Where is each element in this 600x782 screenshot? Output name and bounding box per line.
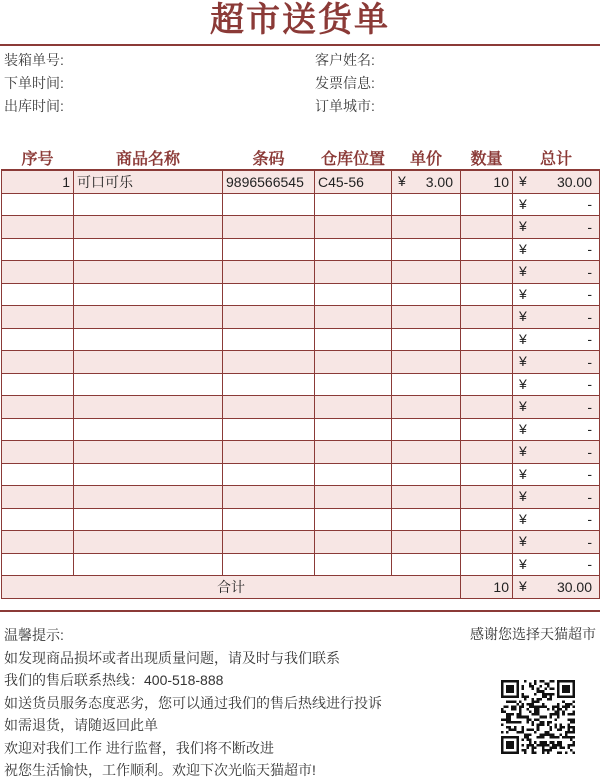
cell-index <box>2 463 74 486</box>
title-divider <box>0 44 600 46</box>
note-line: 祝您生活愉快，工作顺利。欢迎下次光临天猫超市! <box>4 762 316 778</box>
table-row <box>2 193 600 216</box>
cell-barcode <box>223 508 315 531</box>
cell-location <box>315 396 392 419</box>
order-city-label: 订单城市: <box>315 98 375 114</box>
cell-location <box>315 463 392 486</box>
table-header-row <box>2 146 600 170</box>
cell-price <box>392 463 461 486</box>
table-row <box>2 531 600 554</box>
cell-qty <box>461 463 513 486</box>
currency-symbol: ¥ <box>519 285 527 302</box>
cell-name: 可口可乐 <box>74 170 223 193</box>
order-time-label: 下单时间: <box>4 75 64 91</box>
total-value: - <box>587 241 592 258</box>
note-line: 如需退货，请随返回此单 <box>4 717 158 733</box>
cell-barcode <box>223 418 315 441</box>
cell-location <box>315 441 392 464</box>
total-value: 30.00 <box>556 173 592 190</box>
cell-index <box>2 216 74 239</box>
cell-price <box>392 418 461 441</box>
cell-location <box>315 531 392 554</box>
total-value: - <box>587 443 592 460</box>
cell-name <box>74 216 223 239</box>
cell-barcode <box>223 193 315 216</box>
cell-total <box>513 486 600 509</box>
currency-symbol: ¥ <box>519 398 527 414</box>
cell-location <box>315 373 392 396</box>
cell-barcode <box>223 283 315 306</box>
cell-name <box>74 463 223 486</box>
cell-total <box>513 283 600 306</box>
cell-name <box>74 486 223 509</box>
currency-symbol: ¥ <box>519 420 527 437</box>
cell-location <box>315 306 392 329</box>
table-row <box>2 238 600 261</box>
cell-index <box>2 238 74 261</box>
total-value: - <box>587 376 592 393</box>
cell-index <box>2 306 74 329</box>
cell-price <box>392 531 461 554</box>
cell-qty <box>461 553 513 576</box>
cell-name <box>74 261 223 284</box>
cell-qty <box>461 486 513 509</box>
cell-index <box>2 373 74 396</box>
cell-price <box>392 261 461 284</box>
cell-price <box>392 396 461 419</box>
note-line: 如送货员服务态度恶劣，您可以通过我们的售后热线进行投诉 <box>4 694 382 711</box>
cell-location <box>315 508 392 531</box>
cell-qty <box>461 396 513 419</box>
invoice-info-label: 发票信息: <box>315 75 375 91</box>
cell-barcode <box>223 396 315 419</box>
cell-name <box>74 396 223 419</box>
cell-qty <box>461 238 513 261</box>
currency-symbol: ¥ <box>519 240 527 257</box>
total-value: - <box>587 466 592 483</box>
notes-block <box>4 624 382 782</box>
price-value: 3.00 <box>425 173 453 190</box>
currency-symbol: ¥ <box>519 488 527 504</box>
cell-qty <box>461 373 513 396</box>
cell-price <box>392 553 461 576</box>
cell-price <box>392 486 461 509</box>
cell-price <box>392 283 461 306</box>
cell-location <box>315 238 392 261</box>
currency-symbol: ¥ <box>519 218 527 234</box>
total-value: - <box>587 488 592 505</box>
cell-index <box>2 328 74 351</box>
cell-barcode <box>223 486 315 509</box>
cell-total <box>513 396 600 419</box>
cell-price <box>392 508 461 531</box>
cell-index <box>2 418 74 441</box>
cell-qty <box>461 328 513 351</box>
cell-barcode <box>223 441 315 464</box>
cell-total <box>513 328 600 351</box>
currency-symbol: ¥ <box>519 375 527 392</box>
cell-name <box>74 508 223 531</box>
cell-index <box>2 193 74 216</box>
cell-location <box>315 283 392 306</box>
cell-name <box>74 531 223 554</box>
cell-location <box>315 553 392 576</box>
total-value: - <box>587 308 592 325</box>
cell-name <box>74 283 223 306</box>
cell-barcode <box>223 261 315 284</box>
cell-index <box>2 396 74 419</box>
cell-location <box>315 486 392 509</box>
total-value: - <box>587 421 592 438</box>
cell-index <box>2 441 74 464</box>
cell-barcode <box>223 553 315 576</box>
currency-symbol: ¥ <box>519 510 527 527</box>
cell-name <box>74 418 223 441</box>
cell-name <box>74 193 223 216</box>
cell-total <box>513 441 600 464</box>
packing-number-label: 装箱单号: <box>4 52 64 68</box>
footer-total <box>513 576 600 599</box>
col-header-name: 商品名称 <box>74 146 223 170</box>
currency-symbol: ¥ <box>519 443 527 459</box>
cell-total <box>513 418 600 441</box>
footer-total-value: 30.00 <box>556 578 592 595</box>
cell-price <box>392 193 461 216</box>
table-row <box>2 418 600 441</box>
footer-sum-label: 合计 <box>2 576 461 599</box>
cell-qty <box>461 283 513 306</box>
col-header-price: 单价 <box>392 146 461 170</box>
table-row <box>2 396 600 419</box>
order-info-left <box>4 49 64 118</box>
currency-symbol: ¥ <box>519 173 527 189</box>
currency-symbol: ¥ <box>519 353 527 369</box>
customer-name-label: 客户姓名: <box>315 52 375 68</box>
cell-total <box>513 306 600 329</box>
cell-qty <box>461 193 513 216</box>
table-row <box>2 508 600 531</box>
cell-location <box>315 261 392 284</box>
cell-barcode: 9896566545 <box>223 170 315 193</box>
total-value: - <box>587 196 592 213</box>
cell-index <box>2 283 74 306</box>
col-header-location: 仓库位置 <box>315 146 392 170</box>
cell-barcode <box>223 238 315 261</box>
note-line: 如发现商品损坏或者出现质量问题，请及时与我们联系 <box>4 649 340 666</box>
total-value: - <box>587 331 592 348</box>
cell-index <box>2 508 74 531</box>
currency-symbol: ¥ <box>519 330 527 347</box>
table-row <box>2 170 600 193</box>
currency-symbol: ¥ <box>519 195 527 212</box>
cell-price <box>392 441 461 464</box>
cell-barcode <box>223 463 315 486</box>
note-line: 欢迎对我们工作 进行监督，我们将不断改进 <box>4 739 274 756</box>
cell-qty <box>461 216 513 239</box>
total-value: - <box>587 533 592 550</box>
cell-price <box>392 351 461 374</box>
cell-name <box>74 351 223 374</box>
cell-qty <box>461 508 513 531</box>
cell-location <box>315 418 392 441</box>
currency-symbol: ¥ <box>519 263 527 279</box>
cell-barcode <box>223 531 315 554</box>
currency-symbol: ¥ <box>519 465 527 482</box>
table-row <box>2 328 600 351</box>
note-line: 我们的售后联系热线：400-518-888 <box>4 672 224 688</box>
cell-index <box>2 553 74 576</box>
cell-barcode <box>223 373 315 396</box>
cell-index <box>2 261 74 284</box>
cell-name <box>74 328 223 351</box>
notes-title: 温馨提示: <box>4 627 64 643</box>
cell-index <box>2 486 74 509</box>
cell-barcode <box>223 351 315 374</box>
cell-barcode <box>223 306 315 329</box>
cell-price <box>392 306 461 329</box>
order-info-right <box>315 49 375 118</box>
cell-total <box>513 508 600 531</box>
total-value: - <box>587 511 592 528</box>
cell-qty <box>461 306 513 329</box>
cell-total <box>513 531 600 554</box>
col-header-index: 序号 <box>2 146 74 170</box>
cell-name <box>74 373 223 396</box>
table-footer-row <box>2 576 600 599</box>
cell-location <box>315 216 392 239</box>
table-row <box>2 261 600 284</box>
table-row <box>2 486 600 509</box>
cell-location: C45-56 <box>315 170 392 193</box>
total-value: - <box>587 286 592 303</box>
cell-name <box>74 238 223 261</box>
cell-qty <box>461 351 513 374</box>
cell-qty <box>461 261 513 284</box>
cell-barcode <box>223 328 315 351</box>
cell-total <box>513 351 600 374</box>
cell-barcode <box>223 216 315 239</box>
total-value: - <box>587 353 592 370</box>
table-row <box>2 441 600 464</box>
cell-total <box>513 553 600 576</box>
table-row <box>2 463 600 486</box>
cell-price <box>392 170 461 193</box>
cell-qty <box>461 441 513 464</box>
total-value: - <box>587 218 592 235</box>
cell-total <box>513 463 600 486</box>
qr-code-icon <box>501 680 575 754</box>
cell-total <box>513 261 600 284</box>
cell-total <box>513 216 600 239</box>
table-row <box>2 553 600 576</box>
table-row <box>2 283 600 306</box>
cell-location <box>315 351 392 374</box>
cell-qty: 10 <box>461 170 513 193</box>
goods-table <box>1 146 600 599</box>
table-row <box>2 306 600 329</box>
currency-symbol: ¥ <box>519 308 527 324</box>
col-header-qty: 数量 <box>461 146 513 170</box>
cell-price <box>392 216 461 239</box>
table-row <box>2 373 600 396</box>
cell-index <box>2 351 74 374</box>
cell-name <box>74 441 223 464</box>
currency-symbol: ¥ <box>398 173 406 189</box>
cell-qty <box>461 531 513 554</box>
cell-location <box>315 328 392 351</box>
cell-name <box>74 553 223 576</box>
currency-symbol: ¥ <box>519 555 527 572</box>
cell-total <box>513 170 600 193</box>
cell-location <box>315 193 392 216</box>
cell-price <box>392 238 461 261</box>
cell-qty <box>461 418 513 441</box>
cell-name <box>74 306 223 329</box>
currency-symbol: ¥ <box>519 578 527 594</box>
cell-index <box>2 531 74 554</box>
col-header-barcode: 条码 <box>223 146 315 170</box>
cell-total <box>513 373 600 396</box>
cell-price <box>392 328 461 351</box>
page-title: 超市送货单 <box>210 1 390 39</box>
col-header-total: 总计 <box>513 146 600 170</box>
cell-index: 1 <box>2 170 74 193</box>
total-value: - <box>587 556 592 573</box>
cell-total <box>513 238 600 261</box>
footer-divider <box>0 610 600 612</box>
dispatch-time-label: 出库时间: <box>4 98 64 114</box>
footer-qty: 10 <box>461 576 513 599</box>
table-row <box>2 216 600 239</box>
cell-total <box>513 193 600 216</box>
cell-price <box>392 373 461 396</box>
thanks-text: 感谢您选择天猫超市 <box>470 626 596 642</box>
total-value: - <box>587 398 592 415</box>
table-row <box>2 351 600 374</box>
total-value: - <box>587 263 592 280</box>
currency-symbol: ¥ <box>519 533 527 549</box>
